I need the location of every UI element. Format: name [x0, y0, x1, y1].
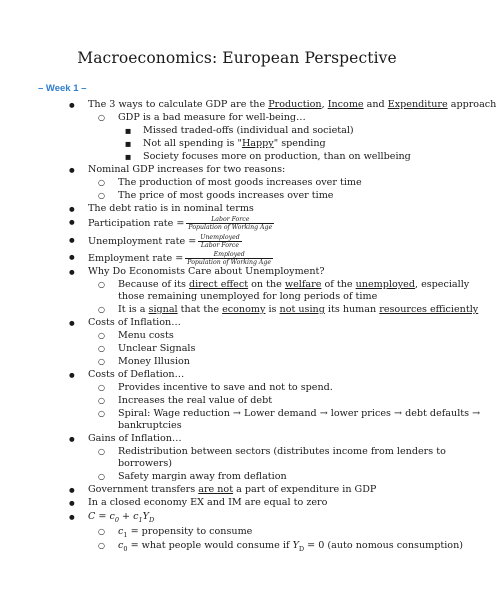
- participation-fraction: $\frac{\text{Labor Force}}{\text{Population of Working Age}}$: [188, 216, 273, 231]
- bullet-propensity-consume: ○ $c_1$ = propensity to consume: [118, 526, 252, 541]
- bullet-gains-inflation: ● Gains of Inflation…: [88, 433, 182, 445]
- bullet-government-transfers: ● Government transfers are not a part of expenditure in GDP: [88, 484, 376, 496]
- bullet-price-increase: ○ The price of most goods increases over time: [118, 190, 333, 202]
- employment-fraction: $\frac{\text{Employed}}{\text{Population of Working Age}}$: [187, 251, 272, 266]
- bullet-direct-effect: ○ Because of its direct effect on the welfare of the unemployed, especially: [118, 279, 469, 291]
- bullet-society-production: ■ Society focuses more on production, than on wellbeing: [143, 151, 411, 163]
- bullet-unclear-signals: ○ Unclear Signals: [118, 343, 195, 355]
- bullet-closed-economy: ● In a closed economy EX and IM are equal to zero: [88, 497, 327, 509]
- bullet-safety-margin: ○ Safety margin away from deflation: [118, 471, 287, 483]
- bullet-why-unemployment: ● Why Do Economists Care about Unemployment?: [88, 266, 325, 278]
- bullet-consumption-equation: ● $C = c_0 + c_1Y_D$: [88, 511, 154, 526]
- bullet-spiral: ○ Spiral: Wage reduction → Lower demand → lower prices → debt defaults →: [118, 408, 480, 420]
- bullet-missed-tradeoffs: ■ Missed traded-offs (individual and societal): [143, 125, 354, 137]
- bullet-happy-spending: ■ Not all spending is "Happy" spending: [143, 138, 326, 150]
- bullet-real-value-debt: ○ Increases the real value of debt: [118, 395, 272, 407]
- bullet-costs-deflation: ● Costs of Deflation…: [88, 369, 184, 381]
- week-heading: – Week 1 –: [38, 83, 87, 94]
- bullet-nominal-gdp: ● Nominal GDP increases for two reasons:: [88, 164, 285, 176]
- bullet-redistribution: ○ Redistribution between sectors (distributes income from lenders to: [118, 446, 446, 458]
- bullet-autonomous-consumption: ○ $c_0$ = what people would consume if $Y_D = 0$ (auto nomous consumption): [118, 540, 463, 555]
- bullet-gdp-approaches: ● The 3 ways to calculate GDP are the Production, Income and Expenditure approach: [88, 99, 496, 111]
- unemployment-fraction: $\frac{\text{Unemployed}}{\text{Labor Force}}$: [200, 234, 240, 249]
- bullet-money-illusion: ○ Money Illusion: [118, 356, 190, 368]
- bullet-production-increase: ○ The production of most goods increases over time: [118, 177, 362, 189]
- text-borrowers: borrowers): [118, 458, 173, 469]
- bullet-incentive-save: ○ Provides incentive to save and not to spend.: [118, 382, 333, 394]
- text-bankruptcies: bankruptcies: [118, 420, 182, 431]
- bullet-participation-rate: ● Participation rate = $\frac{\text{Labor Force}}{\text{Population of Working Age}}$: [88, 216, 274, 231]
- text-long-periods: those remaining unemployed for long periods of time: [118, 291, 378, 302]
- bullet-menu-costs: ○ Menu costs: [118, 330, 174, 342]
- page-title: Macroeconomics: European Perspective: [77, 49, 397, 67]
- bullet-gdp-wellbeing: ○ GDP is a bad measure for well-being…: [118, 112, 306, 124]
- bullet-unemployment-rate: ● Unemployment rate = $\frac{\text{Unemployed}}{\text{Labor Force}}$: [88, 234, 242, 249]
- bullet-signal-economy: ○ It is a signal that the economy is not using its human resources efficiently: [118, 304, 478, 316]
- bullet-employment-rate: ● Employment rate = $\frac{\text{Employed}}{\text{Population of Working Age}}$: [88, 251, 273, 266]
- bullet-debt-ratio: ● The debt ratio is in nominal terms: [88, 203, 254, 215]
- bullet-costs-inflation: ● Costs of Inflation…: [88, 317, 181, 329]
